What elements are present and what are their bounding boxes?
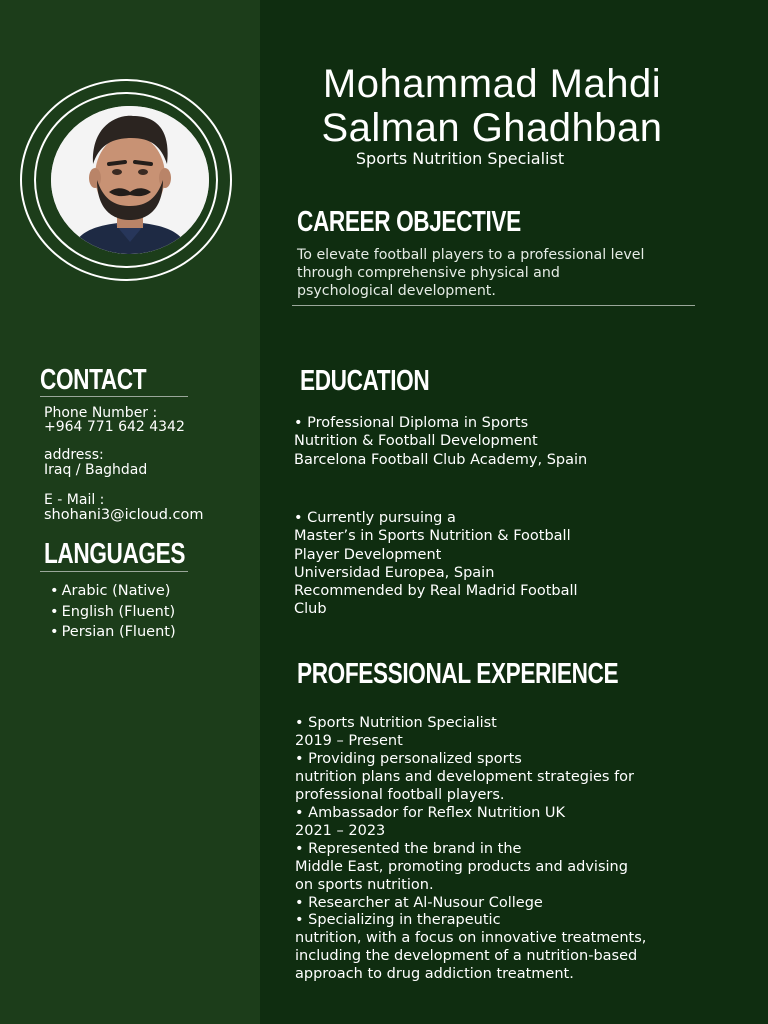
education-heading: EDUCATION [300, 365, 430, 397]
name-line-2: Salman Ghadhban [321, 106, 663, 150]
experience-heading: PROFESSIONAL EXPERIENCE [297, 658, 619, 690]
languages-list [50, 581, 176, 643]
languages-divider [40, 571, 188, 572]
phone-value: +964 771 642 4342 [44, 419, 185, 435]
career-objective-divider [292, 305, 695, 306]
career-objective-heading: CAREER OBJECTIVE [297, 206, 521, 238]
job-title: Sports Nutrition Specialist [355, 149, 565, 168]
address-label: address: [44, 447, 104, 463]
email-value: shohani3@icloud.com [44, 507, 204, 523]
languages-heading: LANGUAGES [44, 538, 186, 570]
contact-divider [40, 396, 188, 397]
contact-heading: CONTACT [40, 364, 147, 396]
candidate-name [262, 62, 722, 150]
education-entry: • Professional Diploma in Sports Nutrition & Football Development Barcelona Football Club Academy, Spain [294, 415, 588, 468]
profile-photo [51, 106, 209, 254]
career-objective-text: To elevate football players to a professional level through comprehensive physical and psychological development. [297, 247, 645, 299]
language-item: • Persian (Fluent) [50, 622, 176, 643]
person-portrait-icon [51, 106, 209, 254]
email-label: E - Mail : [44, 492, 105, 508]
language-item: • Arabic (Native) [50, 581, 176, 602]
language-item: • English (Fluent) [50, 602, 176, 623]
education-entry: • Currently pursuing a Master’s in Sports Nutrition & Football Player Development Universidad Europea, Spain Recommended by Real Madrid Football Club [294, 510, 578, 618]
address-value: Iraq / Baghdad [44, 462, 148, 478]
phone-label: Phone Number : [44, 405, 158, 421]
name-line-1: Mohammad Mahdi [322, 62, 662, 106]
experience-text: • Sports Nutrition Specialist 2019 – Present • Providing personalized sports nutrition plans and development strategies for professional football players. • Ambassador for Reflex Nutrition UK 2021 – 2023 • Represented the brand in the Middle East, promoting products and advising on sports nutrition. • Researcher at Al-Nusour College • Specializing in therapeutic nutrition, with a focus on innovative treatments, including the development of a nutrition-based approach to drug addiction treatment. [295, 715, 647, 983]
